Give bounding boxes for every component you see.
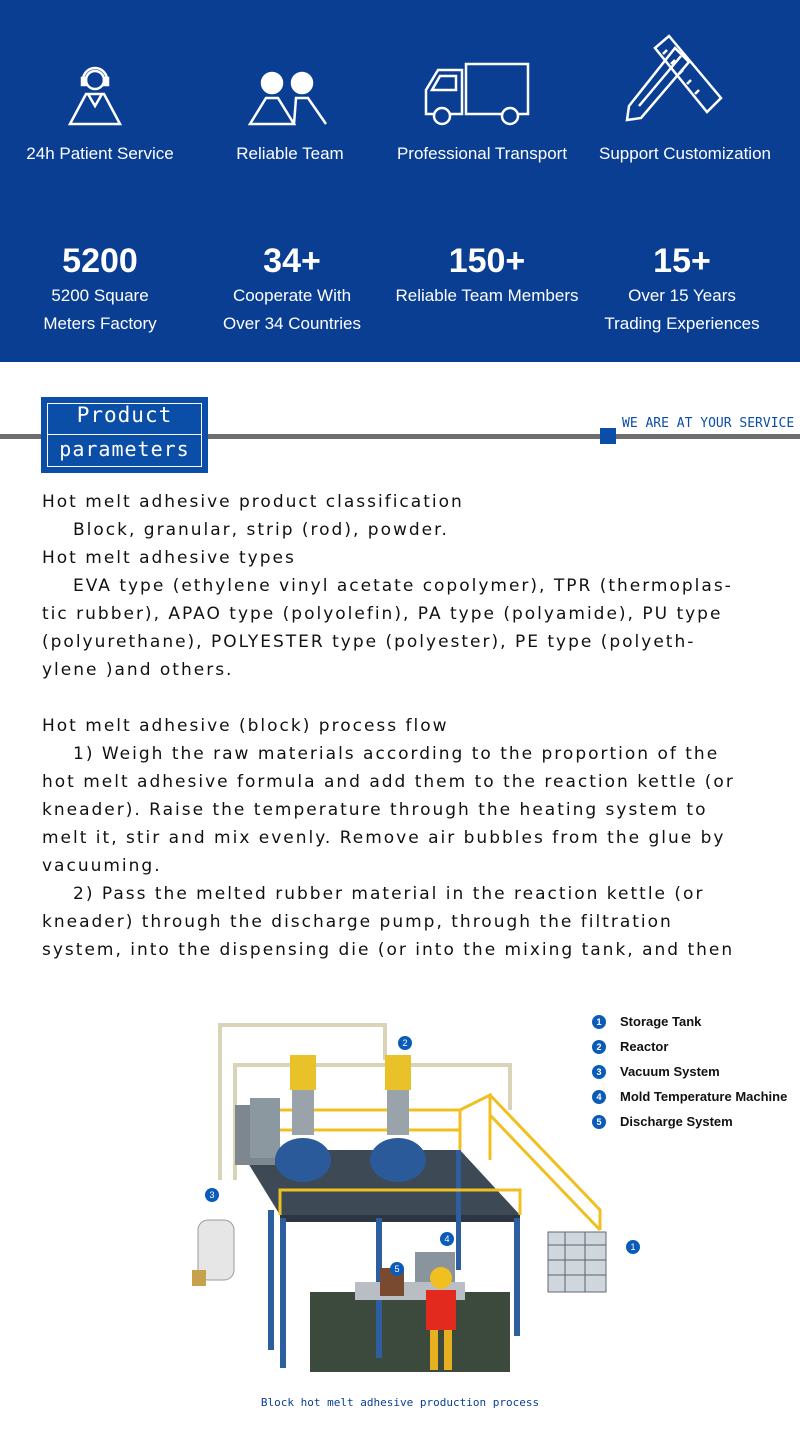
stat-number: 15+ (653, 242, 711, 280)
ruler-pencil-icon (585, 28, 785, 138)
marker-vacuum-system: 3 (205, 1188, 219, 1202)
step1-text-line: 1) Weigh the raw materials according to the proportion of the (73, 744, 720, 764)
section-tagline: WE ARE AT YOUR SERVICE (622, 416, 795, 431)
truck-icon (382, 28, 582, 138)
step2-text-line: kneader) through the discharge pump, through the filtration (42, 912, 673, 932)
step1-text-line: melt it, stir and mix evenly. Remove air bubbles from the glue by (42, 828, 726, 848)
legend-number: 5 (592, 1115, 606, 1129)
step1-text-line: vacuuming. (42, 856, 162, 876)
marker-storage-tank: 1 (626, 1240, 640, 1254)
production-line-illustration (180, 1000, 800, 1390)
types-text-line: EVA type (ethylene vinyl acetate copolymer), TPR (thermoplas- (73, 576, 733, 596)
feature-label: Support Customization (599, 144, 771, 163)
illustration-caption: Block hot melt adhesive production process (260, 1396, 540, 1409)
step1-text-line: kneader). Raise the temperature through the heating system to (42, 800, 708, 820)
marker-reactor: 2 (398, 1036, 412, 1050)
legend-label: Reactor (620, 1039, 669, 1054)
feature-support-customization (585, 28, 785, 178)
headset-person-icon (0, 28, 200, 138)
stat-years (582, 240, 782, 338)
types-text-line: (polyurethane), POLYESTER type (polyester), PE type (polyeth- (42, 632, 696, 652)
feature-banner (0, 0, 800, 362)
feature-patient-service (0, 28, 200, 178)
section-title-line1: Product (76, 403, 173, 427)
types-text-line: ylene )and others. (42, 660, 234, 680)
tagline-square-icon (600, 428, 616, 444)
section-title-divider (47, 434, 202, 435)
section-title-line2: parameters (59, 437, 190, 461)
stat-team-members (387, 240, 587, 310)
legend-number: 3 (592, 1065, 606, 1079)
stat-desc-line1: 5200 Square (51, 286, 149, 305)
heading-classification: Hot melt adhesive product classification (42, 492, 464, 512)
team-people-icon (190, 28, 390, 138)
heading-types: Hot melt adhesive types (42, 548, 296, 568)
legend-label: Vacuum System (620, 1064, 720, 1079)
stat-number: 34+ (263, 242, 321, 280)
paragraph-gap (42, 684, 762, 712)
stat-number: 150+ (448, 242, 526, 280)
legend-label: Discharge System (620, 1114, 733, 1129)
legend-number: 4 (592, 1090, 606, 1104)
legend-label: Storage Tank (620, 1014, 702, 1029)
stat-desc-line2: Over 34 Countries (223, 314, 361, 333)
legend-number: 2 (592, 1040, 606, 1054)
stat-factory (0, 240, 200, 338)
storage-tank-cage (548, 1232, 606, 1292)
product-description (42, 488, 762, 964)
legend-number: 1 (592, 1015, 606, 1029)
feature-reliable-team (190, 28, 390, 178)
types-text-line: tic rubber), APAO type (polyolefin), PA type (polyamide), PU type (42, 604, 723, 624)
step2-text-line: 2) Pass the melted rubber material in the reaction kettle (or (73, 884, 705, 904)
stat-number: 5200 (62, 242, 138, 280)
classification-text: Block, granular, strip (rod), powder. (73, 520, 449, 540)
marker-discharge: 5 (390, 1262, 404, 1276)
feature-label: Reliable Team (236, 144, 344, 163)
stat-desc-line2: Meters Factory (43, 314, 157, 333)
step2-text-line: system, into the dispensing die (or into the mixing tank, and then (42, 940, 735, 960)
stat-countries (192, 240, 392, 338)
stat-desc-line1: Over 15 Years (628, 286, 736, 305)
floor-base (310, 1292, 510, 1372)
feature-label: 24h Patient Service (26, 144, 174, 163)
stat-desc-line1: Cooperate With (232, 286, 352, 305)
section-title-box (41, 397, 208, 473)
legend-label: Mold Temperature Machine (620, 1089, 788, 1104)
step1-text-line: hot melt adhesive formula and add them to the reaction kettle (or (42, 772, 735, 792)
feature-label: Professional Transport (396, 144, 568, 163)
stat-desc-line1: Reliable Team Members (395, 286, 579, 305)
heading-process-flow: Hot melt adhesive (block) process flow (42, 716, 449, 736)
stat-desc-line2: Trading Experiences (604, 314, 760, 333)
feature-professional-transport (382, 28, 582, 178)
marker-mold-temp: 4 (440, 1232, 454, 1246)
